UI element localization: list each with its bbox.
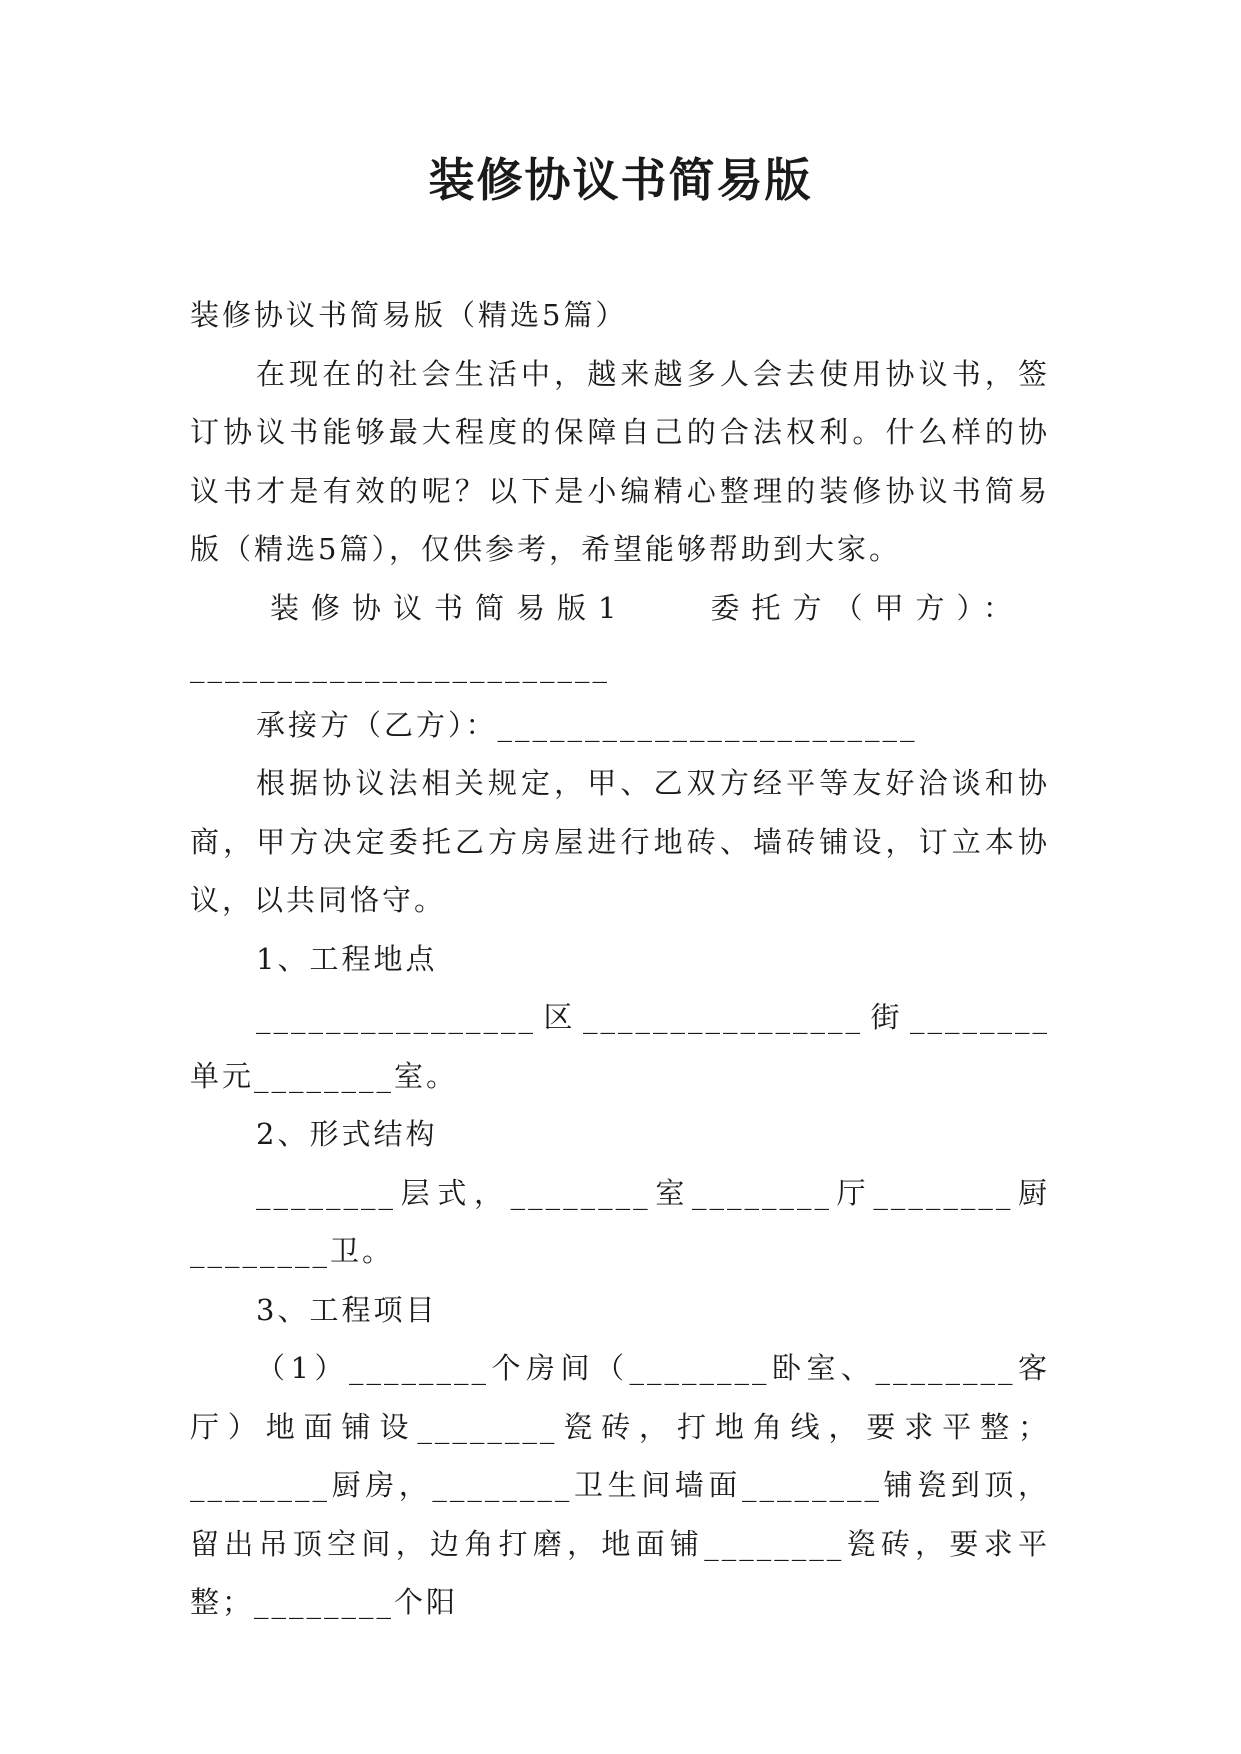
document-title: 装修协议书简易版	[428, 153, 813, 207]
section-1-content: ________________区________________街________单元________室。	[190, 1000, 1050, 1093]
intro-paragraph: 在现在的社会生活中，越来越多人会去使用协议书，签订协议书能够最大程度的保障自己的合法权利。什么样的协议书才是有效的呢？以下是小编精心整理的装修协议书简易版（精选5篇），仅供参考，希望能够帮助到大家。	[190, 356, 1050, 566]
section-2-content: ________层式，________室________厅________厨________卫。	[190, 1175, 1050, 1268]
section-3-content: （1）________个房间（________卧室、________客厅）地面铺设________瓷砖，打地角线，要求平整；________厨房，________卫生间墙面________铺瓷到顶，留出吊顶空间，边角打磨，地面铺________瓷砖，要求平整；________个阳	[190, 1351, 1050, 1619]
section-1-heading: 1、工程地点	[256, 941, 438, 976]
section-2-heading: 2、形式结构	[256, 1117, 438, 1151]
party-b-line: 承接方（乙方）：________________________	[256, 707, 918, 742]
section-3-heading: 3、工程项目	[256, 1292, 438, 1327]
subtitle-line: 装修协议书简易版（精选5篇）	[190, 298, 628, 332]
document-body	[190, 286, 1050, 1632]
preamble-paragraph: 根据协议法相关规定，甲、乙双方经平等友好洽谈和协商，甲方决定委托乙方房屋进行地砖、墙砖铺设，订立本协议，以共同恪守。	[190, 766, 1050, 917]
party-a-blank: ________________________	[190, 649, 610, 683]
agreement-heading-line: 装修协议书简易版1 委托方（甲方）：	[270, 590, 1024, 625]
